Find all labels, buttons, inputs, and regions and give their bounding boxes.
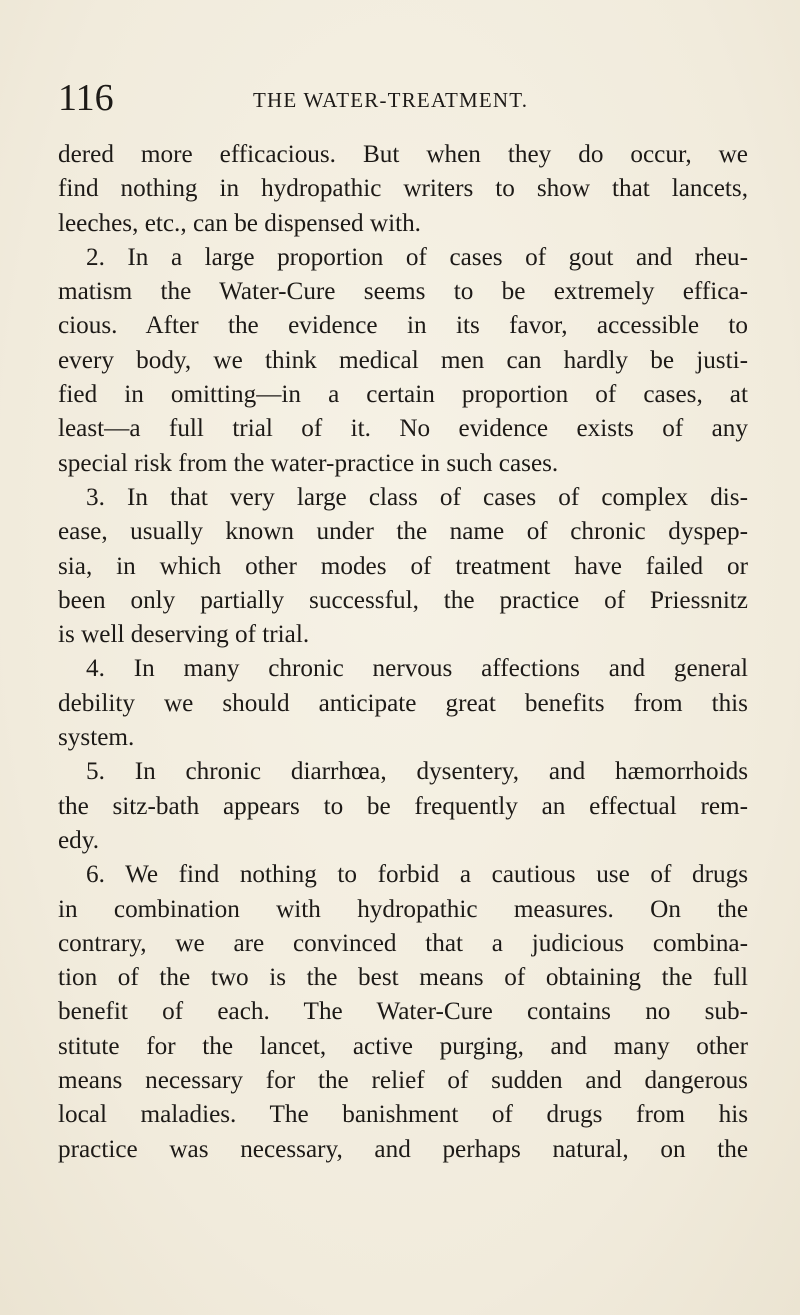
text-line: contrary, we are convinced that a judicious combina-: [58, 929, 748, 957]
text-line: means necessary for the relief of sudden and dangerous: [58, 1067, 748, 1095]
text-line: 2. In a large proportion of cases of gout and rheu-: [86, 243, 748, 271]
text-line: 5. In chronic diarrhœa, dysentery, and hæmorrhoids: [86, 758, 748, 786]
text-line: practice was necessary, and perhaps natural, on the: [58, 1135, 748, 1163]
text-line: ease, usually known under the name of chronic dyspep-: [58, 518, 748, 546]
text-line: every body, we think medical men can hardly be justi-: [58, 346, 748, 374]
text-line: sia, in which other modes of treatment have failed or: [58, 552, 748, 580]
text-line: 6. We find nothing to forbid a cautious use of drugs: [86, 861, 748, 889]
running-head: THE WATER-TREATMENT.: [253, 88, 529, 112]
text-line: benefit of each. The Water-Cure contains no sub-: [58, 998, 748, 1026]
text-line: tion of the two is the best means of obtaining the full: [58, 964, 748, 992]
text-line: 3. In that very large class of cases of complex dis-: [86, 483, 748, 511]
text-line: fied in omitting—in a certain proportion of cases, at: [58, 381, 748, 409]
text-line: find nothing in hydropathic writers to show that lancets,: [58, 175, 748, 203]
text-line: cious. After the evidence in its favor, accessible to: [58, 312, 748, 340]
text-line: edy.: [58, 826, 100, 854]
body-text: [58, 138, 748, 1167]
text-line: is well deserving of trial.: [58, 621, 310, 649]
text-line: local maladies. The banishment of drugs from his: [58, 1101, 748, 1129]
text-line: been only partially successful, the practice of Priessnitz: [58, 586, 748, 614]
page-number: 116: [58, 77, 114, 119]
text-line: system.: [58, 724, 135, 752]
text-line: least—a full trial of it. No evidence exists of any: [58, 415, 748, 443]
text-line: stitute for the lancet, active purging, and many other: [58, 1032, 748, 1060]
text-line: matism the Water-Cure seems to be extremely effica-: [58, 278, 748, 306]
page-header: [58, 78, 740, 118]
text-line: special risk from the water-practice in such cases.: [58, 449, 559, 477]
text-line: in combination with hydropathic measures. On the: [58, 895, 748, 923]
text-line: 4. In many chronic nervous affections and general: [86, 655, 748, 683]
text-line: dered more efficacious. But when they do occur, we: [58, 141, 748, 168]
text-line: the sitz-bath appears to be frequently an effectual rem-: [58, 792, 748, 820]
text-line: leeches, etc., can be dispensed with.: [58, 209, 421, 237]
text-line: debility we should anticipate great benefits from this: [58, 689, 748, 717]
